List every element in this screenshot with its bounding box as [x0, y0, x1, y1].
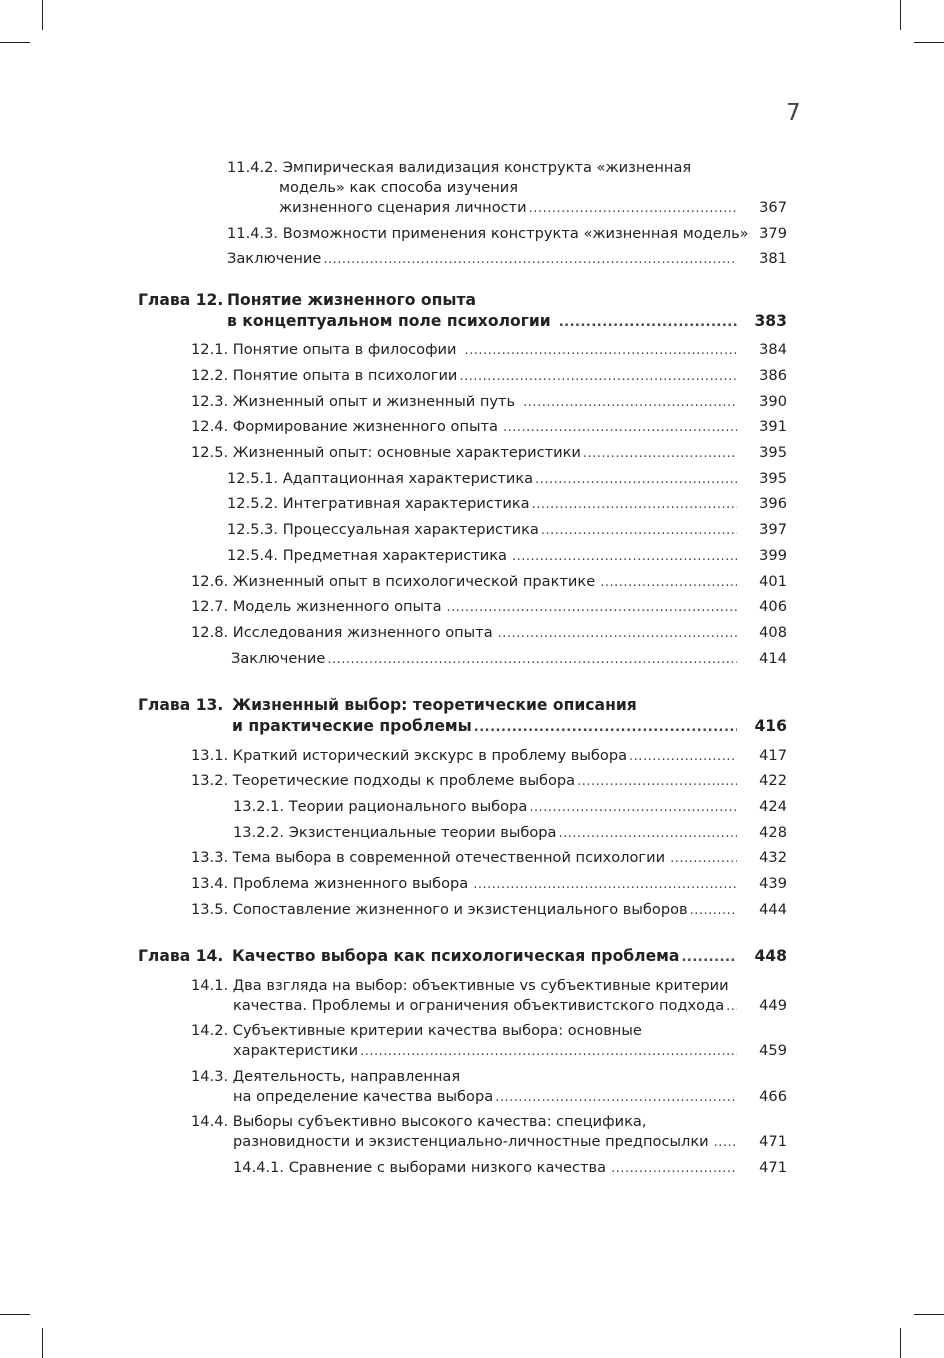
chapter-title: в концептуальном поле психологии: [227, 312, 551, 330]
toc-entry-12-3: [191, 392, 787, 413]
toc-entry-text: 12.6. Жизненный опыт в психологической практике: [191, 573, 596, 590]
leader-dots: [474, 716, 737, 738]
toc-entry-12-5-3: [227, 520, 787, 541]
toc-entry-text: 14.4. Выборы субъективно высокого качества: специфика,: [191, 1113, 647, 1130]
toc-entry-14-2: [191, 1021, 787, 1062]
toc-page-number: 444: [759, 901, 787, 918]
leader-dots: [323, 249, 737, 270]
toc-page-number: 406: [759, 598, 787, 615]
toc-entry-text: 12.5.3. Процессуальная характеристика: [227, 521, 539, 538]
toc-entry-text: 12.5. Жизненный опыт: основные характеристики: [191, 444, 581, 461]
toc-entry-text: 11.4.2. Эмпирическая валидизация конструкта «жизненная: [227, 159, 692, 176]
toc-page-number: 391: [759, 418, 787, 435]
toc-page-number: 417: [759, 747, 787, 764]
toc-entry-text: 12.1. Понятие опыта в философии: [191, 341, 457, 358]
toc-page-number: 439: [759, 875, 787, 892]
leader-dots: [529, 198, 737, 219]
toc-page-number: 401: [759, 573, 787, 590]
toc-page-number: 471: [759, 1159, 787, 1176]
toc-page-number: 428: [759, 824, 787, 841]
toc-entry-text: 12.5.2. Интегративная характеристика: [227, 495, 530, 512]
toc-chapter-14: [138, 946, 787, 968]
toc-entry-12-4: [191, 417, 787, 438]
toc-entry-text: 13.1. Краткий исторический экскурс в проблему выбора: [191, 747, 628, 764]
leader-dots: [681, 946, 737, 968]
crop-mark: [0, 42, 30, 43]
leader-dots: [327, 649, 737, 670]
toc-entry-text: 12.3. Жизненный опыт и жизненный путь: [191, 393, 516, 410]
toc-page-number: 466: [759, 1088, 787, 1105]
leader-dots: [447, 597, 737, 618]
toc-entry-13-2-1: [233, 797, 787, 818]
toc-page-number: 471: [759, 1133, 787, 1150]
toc-entry-12-2: [191, 366, 787, 387]
toc-page-number: 397: [759, 521, 787, 538]
toc-entry-12-7: [191, 597, 787, 618]
toc-entry-text: 13.2.1. Теории рационального выбора: [233, 798, 528, 815]
toc-entry-12-5: [191, 443, 787, 464]
leader-dots: [498, 623, 737, 644]
toc-page-number: 386: [759, 367, 787, 384]
toc-entry-14-4-1: [233, 1158, 787, 1179]
toc-entry-13-1: [191, 746, 787, 767]
leader-dots: [611, 1158, 737, 1179]
leader-dots: [541, 520, 737, 541]
toc-page-number: 432: [759, 849, 787, 866]
toc-page-number: 384: [759, 341, 787, 358]
leader-dots: [583, 443, 737, 464]
toc-entry-text: жизненного сценария личности: [279, 199, 527, 216]
toc-entry-13-3: [191, 848, 787, 869]
toc-entry-text: качества. Проблемы и ограничения объективистского подхода: [233, 997, 725, 1014]
toc-entry-14-4: [191, 1112, 787, 1153]
toc-entry-12-5-4: [227, 546, 787, 567]
toc-entry-text: 11.4.3. Возможности применения конструкта «жизненная модель»: [227, 225, 749, 242]
leader-dots: [670, 848, 737, 869]
toc-entry-11-4-3: [227, 224, 787, 244]
page-number: 7: [786, 100, 801, 126]
toc-entry-text: 12.4. Формирование жизненного опыта: [191, 418, 498, 435]
leader-dots: [512, 546, 737, 567]
toc-entry-text: 13.5. Сопоставление жизненного и экзистенциального выборов: [191, 901, 688, 918]
chapter-title: Качество выбора как психологическая проблема: [232, 947, 680, 965]
leader-dots: [690, 900, 737, 921]
crop-mark: [42, 1328, 43, 1358]
leader-dots: [523, 392, 737, 413]
crop-mark: [900, 1328, 901, 1358]
leader-dots: [559, 311, 737, 333]
leader-dots: [360, 1041, 737, 1062]
toc-page-number: 367: [759, 199, 787, 216]
toc-page-number: 416: [754, 717, 787, 735]
chapter-label: Глава 12.: [138, 291, 224, 309]
toc-page-number: 390: [759, 393, 787, 410]
toc-entry-text: 13.2. Теоретические подходы к проблеме выбора: [191, 772, 576, 789]
leader-dots: [459, 366, 737, 387]
toc-chapter-13: [138, 695, 787, 738]
toc-page-number: 399: [759, 547, 787, 564]
toc-entry-14-1: [191, 976, 787, 1017]
toc-entry-text: 12.7. Модель жизненного опыта: [191, 598, 442, 615]
toc-entry-11-4-2: [227, 158, 787, 219]
toc-entry-text: 13.3. Тема выбора в современной отечественной психологии: [191, 849, 666, 866]
toc-entry-13-2: [191, 771, 787, 792]
crop-mark: [0, 1314, 30, 1315]
leader-dots: [535, 469, 737, 490]
toc-entry-12-1: [191, 340, 787, 361]
toc-page-number: 424: [759, 798, 787, 815]
toc-entry-text: 12.2. Понятие опыта в психологии: [191, 367, 458, 384]
toc-page-number: 422: [759, 772, 787, 789]
toc-entry-text: 14.3. Деятельность, направленная: [191, 1068, 461, 1085]
toc-page-number: 395: [759, 470, 787, 487]
toc-entry-text: 12.8. Исследования жизненного опыта: [191, 624, 493, 641]
leader-dots: [714, 1132, 737, 1153]
toc-entry-text: 14.2. Субъективные критерии качества выбора: основные: [191, 1022, 642, 1039]
toc-entry-conclusion: [227, 249, 787, 270]
toc-entry-13-2-2: [233, 823, 787, 844]
leader-dots: [577, 771, 737, 792]
toc-entry-text: 13.4. Проблема жизненного выбора: [191, 875, 469, 892]
leader-dots: [559, 823, 738, 844]
toc-entry-12-6: [191, 572, 787, 593]
leader-dots: [473, 874, 737, 895]
toc-entry-text: 13.2.2. Экзистенциальные теории выбора: [233, 824, 557, 841]
leader-dots: [726, 996, 737, 1017]
chapter-label: Глава 14.: [138, 947, 224, 965]
chapter-title: Понятие жизненного опыта: [227, 291, 477, 309]
toc-page-number: 395: [759, 444, 787, 461]
toc-page-number: 414: [759, 650, 787, 667]
crop-mark: [900, 0, 901, 30]
crop-mark: [42, 0, 43, 30]
toc-entry-12-5-1: [227, 469, 787, 490]
toc-entry-text: модель» как способа изучения: [279, 179, 519, 196]
toc-entry-text: 12.5.1. Адаптационная характеристика: [227, 470, 534, 487]
toc-page-number: 383: [754, 312, 787, 330]
chapter-title: Жизненный выбор: теоретические описания: [232, 696, 637, 714]
toc-entry-12-5-2: [227, 494, 787, 515]
toc-page-number: 459: [759, 1042, 787, 1059]
leader-dots: [600, 572, 737, 593]
toc-entry-text: на определение качества выбора: [233, 1088, 494, 1105]
toc-entry-12-8: [191, 623, 787, 644]
toc-page-number: 448: [754, 947, 787, 965]
toc-entry-13-5: [191, 900, 787, 921]
leader-dots: [529, 797, 737, 818]
leader-dots: [503, 417, 737, 438]
leader-dots: [629, 746, 737, 767]
toc-page-number: 379: [759, 225, 787, 242]
toc-entry-text: 14.4.1. Сравнение с выборами низкого качества: [233, 1159, 607, 1176]
toc-chapter-12: [138, 290, 787, 333]
toc-page-number: 408: [759, 624, 787, 641]
toc-page-number: 396: [759, 495, 787, 512]
chapter-title: и практические проблемы: [232, 717, 472, 735]
toc-entry-conclusion: [231, 649, 787, 670]
crop-mark: [914, 42, 944, 43]
leader-dots: [495, 1087, 737, 1108]
toc-page-number: 449: [759, 997, 787, 1014]
toc-page-number: 381: [759, 250, 787, 267]
leader-dots: [465, 340, 737, 361]
crop-mark: [914, 1314, 944, 1315]
toc-entry-text: Заключение: [227, 250, 322, 267]
toc-entry-text: 12.5.4. Предметная характеристика: [227, 547, 507, 564]
toc-entry-text: 14.1. Два взгляда на выбор: объективные vs субъективные критерии: [191, 977, 729, 994]
leader-dots: [532, 494, 737, 515]
toc-entry-text: характеристики: [233, 1042, 359, 1059]
toc-entry-14-3: [191, 1067, 787, 1108]
toc-entry-13-4: [191, 874, 787, 895]
chapter-label: Глава 13.: [138, 696, 224, 714]
toc-entry-text: Заключение: [231, 650, 326, 667]
toc-entry-text: разновидности и экзистенциально-личностные предпосылки: [233, 1133, 709, 1150]
